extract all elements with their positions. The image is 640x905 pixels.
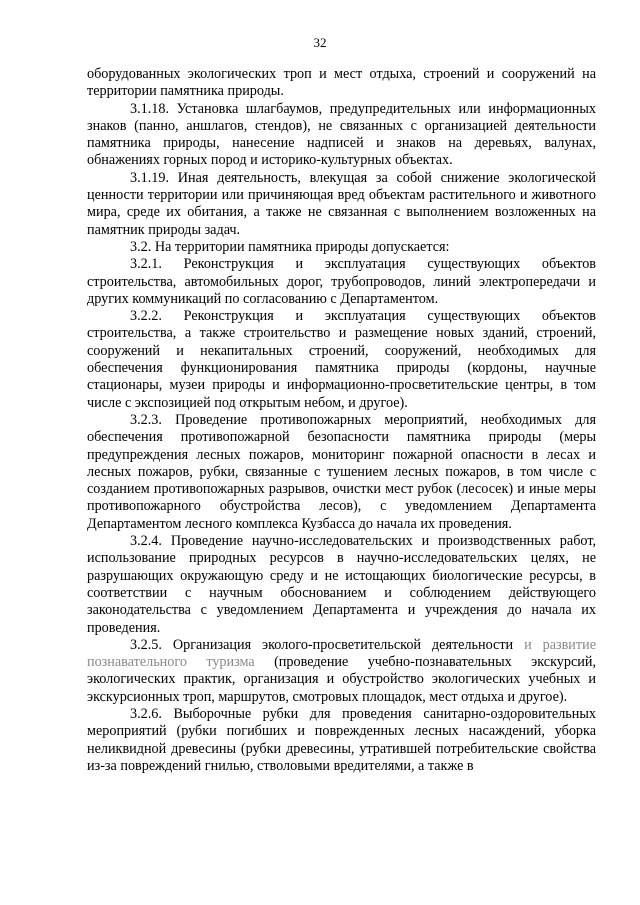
document-body	[87, 66, 596, 775]
paragraph-continuation: оборудованных экологических троп и мест отдыха, строений и сооружений на территории памятника природы.	[87, 66, 596, 100]
page-number: 32	[313, 35, 327, 50]
paragraph-3-1-18: 3.1.18. Установка шлагбаумов, предупредительных или информационных знаков (панно, аншлагов, стендов), не связанных с организацией деятельности памятника природы, нанесение надписей и знаков на деревьях, валунах, обнажениях горных пород и историко-культурных объектах.	[87, 100, 596, 169]
paragraph-3-2-2: 3.2.2. Реконструкция и эксплуатация существующих объектов строительства, а также строительство и размещение новых зданий, строений, сооружений и некапитальных строений, сооружений, необходимых для обеспечения функционирования памятника природы (кордоны, научные стационары, музеи природы и информационно-просветительские центры, в том числе с экспозицией под открытым небом, и другое).	[87, 308, 596, 411]
paragraph-3-2-5-rest: (проведение учебно-познавательных экскурсий, экологических практик, организация и обустройство экологических учебных и экскурсионных троп, маршрутов, смотровых площадок, мест отдыха и другое).	[87, 654, 596, 705]
paragraph-3-2: 3.2. На территории памятника природы допускается:	[130, 238, 450, 255]
paragraph-3-2-5-faint-text: и развитие познавательного туризма	[87, 636, 596, 671]
paragraph-3-2-6: 3.2.6. Выборочные рубки для проведения санитарно-оздоровительных мероприятий (рубки погибших и поврежденных лесных насаждений, уборка неликвидной древесины (рубки древесины, утратившей потребительские свойства из-за повреждений гнилью, стволовыми вредителями, а также в	[87, 705, 596, 774]
paragraph-3-1-19: 3.1.19. Иная деятельность, влекущая за собой снижение экологической ценности территории или причиняющая вред объектам растительного и животного мира, среде их обитания, а также не связанная с выполнением возложенных на памятник природы задач.	[87, 169, 596, 238]
paragraph-3-2-5-main: 3.2.5. Организация эколого-просветительской деятельности	[130, 636, 525, 653]
paragraph-3-2-5	[87, 637, 596, 706]
paragraph-3-2-1: 3.2.1. Реконструкция и эксплуатация существующих объектов строительства, автомобильных дорог, трубопроводов, линий электропередачи и других коммуникаций по согласованию с Департаментом.	[87, 256, 596, 307]
paragraph-3-2-3: 3.2.3. Проведение противопожарных мероприятий, необходимых для обеспечения противопожарной безопасности памятника природы (меры предупреждения лесных пожаров, мониторинг пожарной опасности в лесах и лесных пожаров, рубки, связанные с тушением лесных пожаров, в том числе с созданием противопожарных разрывов, очистки мест рубок (лесосек) и иные меры противопожарного обустройства лесов), с уведомлением Департамента Департаментом лесного комплекса Кузбасса до начала их проведения.	[87, 411, 596, 532]
paragraph-3-2-4: 3.2.4. Проведение научно-исследовательских и производственных работ, использование природных ресурсов в научно-исследовательских целях, не разрушающих окружающую среду и не истощающих биологические ресурсы, в соответствии с научным обоснованием и соблюдением действующего законодательства с уведомлением Департамента и учреждения до начала их проведения.	[87, 533, 596, 636]
